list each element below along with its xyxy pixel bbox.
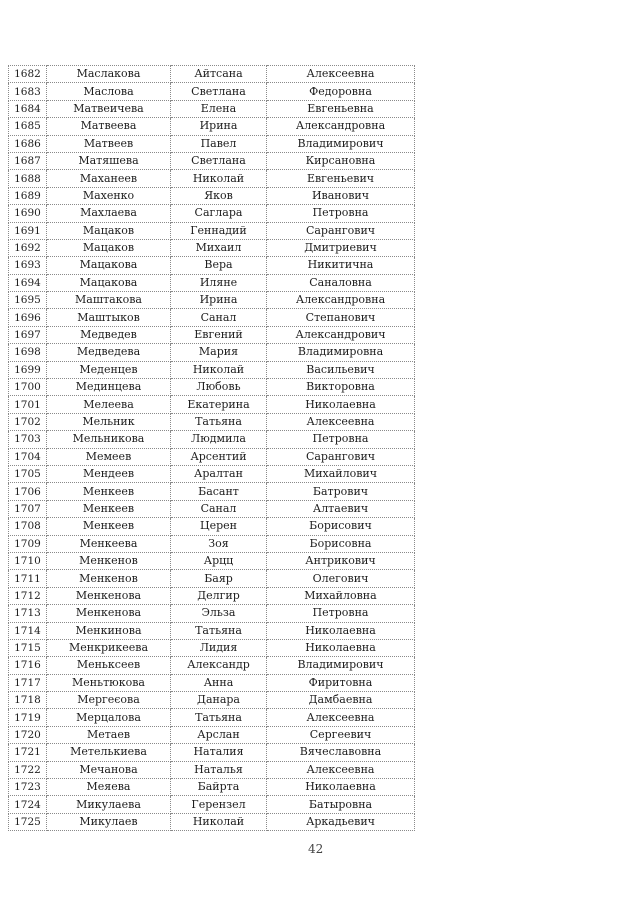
row-number-cell: 1717 <box>9 674 47 691</box>
table-row <box>9 361 415 378</box>
row-number-cell: 1697 <box>9 326 47 343</box>
row-number-cell: 1698 <box>9 344 47 361</box>
table-row <box>9 239 415 256</box>
first-name-cell: Герензел <box>171 796 267 813</box>
row-number-cell: 1693 <box>9 257 47 274</box>
first-name-cell: Санал <box>171 309 267 326</box>
patronymic-cell: Николаевна <box>267 396 415 413</box>
table-row <box>9 66 415 83</box>
last-name-cell: Мацакова <box>47 274 171 291</box>
first-name-cell: Данара <box>171 692 267 709</box>
table-row <box>9 570 415 587</box>
row-number-cell: 1709 <box>9 535 47 552</box>
last-name-cell: Мерцалова <box>47 709 171 726</box>
row-number-cell: 1701 <box>9 396 47 413</box>
last-name-cell: Мацакова <box>47 257 171 274</box>
first-name-cell: Светлана <box>171 152 267 169</box>
table-row <box>9 448 415 465</box>
row-number-cell: 1688 <box>9 170 47 187</box>
table-row <box>9 761 415 778</box>
last-name-cell: Меденцев <box>47 361 171 378</box>
first-name-cell: Людмила <box>171 431 267 448</box>
last-name-cell: Меньтюкова <box>47 674 171 691</box>
first-name-cell: Арслан <box>171 726 267 743</box>
row-number-cell: 1682 <box>9 66 47 83</box>
row-number-cell: 1725 <box>9 813 47 830</box>
patronymic-cell: Владимирович <box>267 657 415 674</box>
table-row <box>9 326 415 343</box>
patronymic-cell: Сарангович <box>267 448 415 465</box>
row-number-cell: 1685 <box>9 118 47 135</box>
patronymic-cell: Николаевна <box>267 639 415 656</box>
patronymic-cell: Олегович <box>267 570 415 587</box>
first-name-cell: Ирина <box>171 118 267 135</box>
row-number-cell: 1686 <box>9 135 47 152</box>
row-number-cell: 1690 <box>9 205 47 222</box>
table-row <box>9 292 415 309</box>
patronymic-cell: Борисовна <box>267 535 415 552</box>
patronymic-cell: Дмитриевич <box>267 239 415 256</box>
first-name-cell: Лидия <box>171 639 267 656</box>
last-name-cell: Махенко <box>47 187 171 204</box>
table-row <box>9 639 415 656</box>
last-name-cell: Матвеев <box>47 135 171 152</box>
row-number-cell: 1724 <box>9 796 47 813</box>
first-name-cell: Аралтан <box>171 465 267 482</box>
first-name-cell: Александр <box>171 657 267 674</box>
patronymic-cell: Петровна <box>267 205 415 222</box>
patronymic-cell: Саналовна <box>267 274 415 291</box>
last-name-cell: Мелеева <box>47 396 171 413</box>
row-number-cell: 1708 <box>9 518 47 535</box>
row-number-cell: 1692 <box>9 239 47 256</box>
last-name-cell: Менкинова <box>47 622 171 639</box>
row-number-cell: 1710 <box>9 552 47 569</box>
first-name-cell: Басант <box>171 483 267 500</box>
first-name-cell: Иляне <box>171 274 267 291</box>
first-name-cell: Елена <box>171 100 267 117</box>
first-name-cell: Церен <box>171 518 267 535</box>
patronymic-cell: Владимирович <box>267 135 415 152</box>
row-number-cell: 1695 <box>9 292 47 309</box>
last-name-cell: Мечанова <box>47 761 171 778</box>
table-row <box>9 344 415 361</box>
row-number-cell: 1712 <box>9 587 47 604</box>
table-row <box>9 100 415 117</box>
last-name-cell: Меяева <box>47 779 171 796</box>
first-name-cell: Айтсана <box>171 66 267 83</box>
patronymic-cell: Петровна <box>267 431 415 448</box>
last-name-cell: Мельникова <box>47 431 171 448</box>
patronymic-cell: Александровна <box>267 292 415 309</box>
table-row <box>9 309 415 326</box>
last-name-cell: Метелькиева <box>47 744 171 761</box>
first-name-cell: Анна <box>171 674 267 691</box>
table-row <box>9 552 415 569</box>
last-name-cell: Менкенов <box>47 570 171 587</box>
last-name-cell: Матяшева <box>47 152 171 169</box>
first-name-cell: Татьяна <box>171 709 267 726</box>
table-row <box>9 431 415 448</box>
patronymic-cell: Алтаевич <box>267 500 415 517</box>
patronymic-cell: Евгеньевна <box>267 100 415 117</box>
last-name-cell: Махлаева <box>47 205 171 222</box>
table-row <box>9 274 415 291</box>
row-number-cell: 1704 <box>9 448 47 465</box>
row-number-cell: 1699 <box>9 361 47 378</box>
patronymic-cell: Вячеславовна <box>267 744 415 761</box>
table-row <box>9 535 415 552</box>
first-name-cell: Ирина <box>171 292 267 309</box>
patronymic-cell: Антрикович <box>267 552 415 569</box>
patronymic-cell: Александрович <box>267 326 415 343</box>
patronymic-cell: Алексеевна <box>267 761 415 778</box>
table-row <box>9 135 415 152</box>
first-name-cell: Евгений <box>171 326 267 343</box>
last-name-cell: Мацаков <box>47 222 171 239</box>
patronymic-cell: Владимировна <box>267 344 415 361</box>
patronymic-cell: Батрович <box>267 483 415 500</box>
last-name-cell: Менкрикеева <box>47 639 171 656</box>
patronymic-cell: Николаевна <box>267 779 415 796</box>
first-name-cell: Николай <box>171 361 267 378</box>
patronymic-cell: Михайловна <box>267 587 415 604</box>
patronymic-cell: Аркадьевич <box>267 813 415 830</box>
last-name-cell: Мемеев <box>47 448 171 465</box>
row-number-cell: 1720 <box>9 726 47 743</box>
first-name-cell: Вера <box>171 257 267 274</box>
table-row <box>9 187 415 204</box>
table-row <box>9 396 415 413</box>
table-row <box>9 483 415 500</box>
table-row <box>9 83 415 100</box>
row-number-cell: 1705 <box>9 465 47 482</box>
first-name-cell: Баяр <box>171 570 267 587</box>
patronymic-cell: Фиритовна <box>267 674 415 691</box>
table-row <box>9 674 415 691</box>
last-name-cell: Мендеев <box>47 465 171 482</box>
last-name-cell: Маштыков <box>47 309 171 326</box>
last-name-cell: Менкеев <box>47 518 171 535</box>
names-table-body <box>9 66 415 831</box>
row-number-cell: 1718 <box>9 692 47 709</box>
last-name-cell: Мергеєова <box>47 692 171 709</box>
row-number-cell: 1687 <box>9 152 47 169</box>
table-row <box>9 465 415 482</box>
patronymic-cell: Васильевич <box>267 361 415 378</box>
first-name-cell: Санал <box>171 500 267 517</box>
first-name-cell: Николай <box>171 170 267 187</box>
last-name-cell: Менкенов <box>47 552 171 569</box>
table-row <box>9 152 415 169</box>
table-row <box>9 726 415 743</box>
table-row <box>9 813 415 830</box>
first-name-cell: Наталья <box>171 761 267 778</box>
first-name-cell: Зоя <box>171 535 267 552</box>
table-row <box>9 744 415 761</box>
patronymic-cell: Борисович <box>267 518 415 535</box>
table-row <box>9 657 415 674</box>
table-row <box>9 205 415 222</box>
patronymic-cell: Петровна <box>267 605 415 622</box>
patronymic-cell: Никитична <box>267 257 415 274</box>
patronymic-cell: Иванович <box>267 187 415 204</box>
patronymic-cell: Алексеевна <box>267 413 415 430</box>
first-name-cell: Мария <box>171 344 267 361</box>
row-number-cell: 1684 <box>9 100 47 117</box>
row-number-cell: 1703 <box>9 431 47 448</box>
table-row <box>9 779 415 796</box>
first-name-cell: Саглара <box>171 205 267 222</box>
first-name-cell: Яков <box>171 187 267 204</box>
last-name-cell: Меньксеев <box>47 657 171 674</box>
names-table <box>8 65 415 831</box>
row-number-cell: 1691 <box>9 222 47 239</box>
first-name-cell: Татьяна <box>171 413 267 430</box>
patronymic-cell: Батыровна <box>267 796 415 813</box>
patronymic-cell: Кирсановна <box>267 152 415 169</box>
patronymic-cell: Евгеньевич <box>267 170 415 187</box>
row-number-cell: 1683 <box>9 83 47 100</box>
first-name-cell: Павел <box>171 135 267 152</box>
row-number-cell: 1723 <box>9 779 47 796</box>
patronymic-cell: Федоровна <box>267 83 415 100</box>
patronymic-cell: Александровна <box>267 118 415 135</box>
table-row <box>9 379 415 396</box>
first-name-cell: Любовь <box>171 379 267 396</box>
first-name-cell: Байрта <box>171 779 267 796</box>
table-row <box>9 796 415 813</box>
table-row <box>9 709 415 726</box>
row-number-cell: 1694 <box>9 274 47 291</box>
first-name-cell: Николай <box>171 813 267 830</box>
last-name-cell: Менкеев <box>47 500 171 517</box>
last-name-cell: Матвеева <box>47 118 171 135</box>
first-name-cell: Михаил <box>171 239 267 256</box>
first-name-cell: Делгир <box>171 587 267 604</box>
row-number-cell: 1702 <box>9 413 47 430</box>
table-row <box>9 587 415 604</box>
first-name-cell: Наталия <box>171 744 267 761</box>
table-row <box>9 413 415 430</box>
patronymic-cell: Михайлович <box>267 465 415 482</box>
row-number-cell: 1707 <box>9 500 47 517</box>
row-number-cell: 1721 <box>9 744 47 761</box>
row-number-cell: 1696 <box>9 309 47 326</box>
row-number-cell: 1722 <box>9 761 47 778</box>
table-row <box>9 500 415 517</box>
last-name-cell: Маслакова <box>47 66 171 83</box>
table-row <box>9 257 415 274</box>
last-name-cell: Менкенова <box>47 605 171 622</box>
patronymic-cell: Алексеевна <box>267 709 415 726</box>
row-number-cell: 1706 <box>9 483 47 500</box>
row-number-cell: 1714 <box>9 622 47 639</box>
patronymic-cell: Сарангович <box>267 222 415 239</box>
patronymic-cell: Дамбаевна <box>267 692 415 709</box>
table-row <box>9 222 415 239</box>
table-row <box>9 692 415 709</box>
last-name-cell: Мацаков <box>47 239 171 256</box>
table-row <box>9 622 415 639</box>
first-name-cell: Светлана <box>171 83 267 100</box>
table-row <box>9 118 415 135</box>
table-row <box>9 605 415 622</box>
first-name-cell: Екатерина <box>171 396 267 413</box>
row-number-cell: 1711 <box>9 570 47 587</box>
last-name-cell: Микулаева <box>47 796 171 813</box>
first-name-cell: Арсентий <box>171 448 267 465</box>
patronymic-cell: Степанович <box>267 309 415 326</box>
last-name-cell: Маштакова <box>47 292 171 309</box>
last-name-cell: Медведева <box>47 344 171 361</box>
row-number-cell: 1713 <box>9 605 47 622</box>
table-row <box>9 518 415 535</box>
last-name-cell: Мединцева <box>47 379 171 396</box>
patronymic-cell: Алексеевна <box>267 66 415 83</box>
last-name-cell: Менкенова <box>47 587 171 604</box>
last-name-cell: Микулаев <box>47 813 171 830</box>
patronymic-cell: Викторовна <box>267 379 415 396</box>
patronymic-cell: Сергеевич <box>267 726 415 743</box>
row-number-cell: 1689 <box>9 187 47 204</box>
first-name-cell: Татьяна <box>171 622 267 639</box>
row-number-cell: 1716 <box>9 657 47 674</box>
patronymic-cell: Николаевна <box>267 622 415 639</box>
last-name-cell: Матвеичева <box>47 100 171 117</box>
last-name-cell: Маханеев <box>47 170 171 187</box>
row-number-cell: 1715 <box>9 639 47 656</box>
last-name-cell: Медведев <box>47 326 171 343</box>
first-name-cell: Эльза <box>171 605 267 622</box>
last-name-cell: Мельник <box>47 413 171 430</box>
last-name-cell: Маслова <box>47 83 171 100</box>
last-name-cell: Менкеев <box>47 483 171 500</box>
table-row <box>9 170 415 187</box>
last-name-cell: Менкеева <box>47 535 171 552</box>
last-name-cell: Метаев <box>47 726 171 743</box>
first-name-cell: Геннадий <box>171 222 267 239</box>
first-name-cell: Арцц <box>171 552 267 569</box>
row-number-cell: 1700 <box>9 379 47 396</box>
row-number-cell: 1719 <box>9 709 47 726</box>
page-number: 42 <box>308 842 324 856</box>
